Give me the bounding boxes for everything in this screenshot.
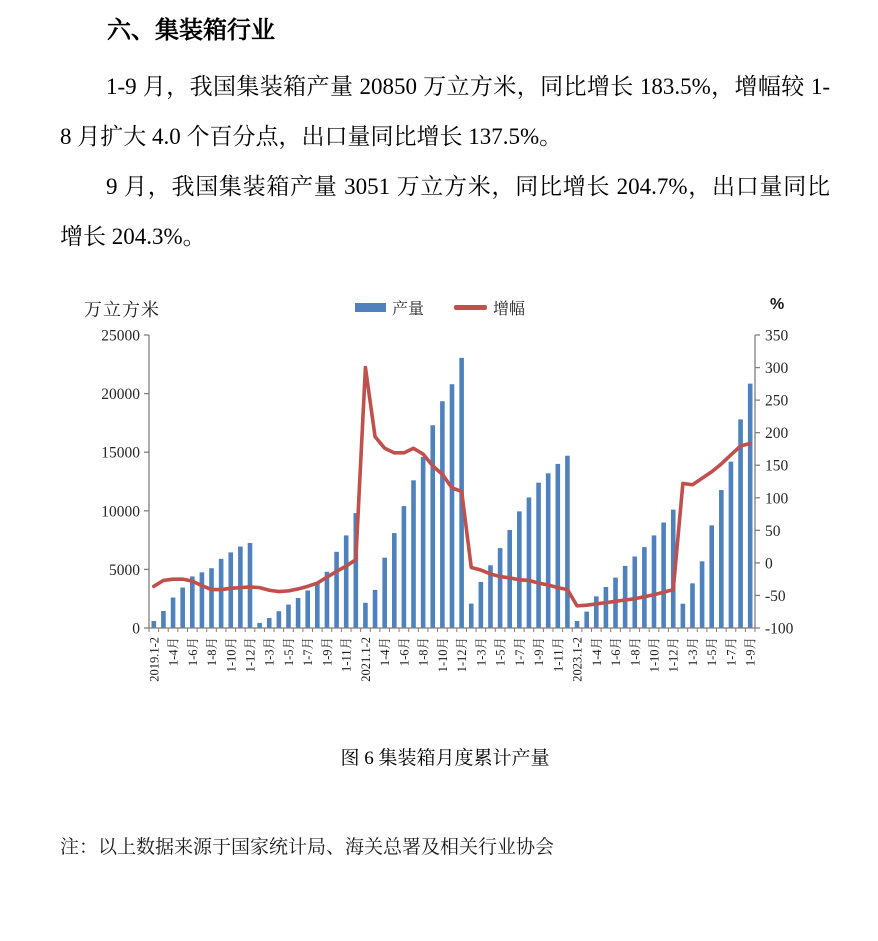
production-bar [440, 401, 445, 628]
right-axis-tick-label: -100 [765, 620, 794, 638]
production-bar [267, 618, 272, 628]
x-axis-tick-label: 1-12月 [243, 637, 258, 673]
x-axis-tick-label: 1-9月 [320, 637, 335, 667]
production-bar [430, 425, 435, 628]
production-bar [604, 587, 609, 628]
chart-area [60, 288, 820, 735]
production-bar [180, 588, 185, 628]
production-bar [469, 604, 474, 628]
container-production-chart [60, 288, 820, 735]
x-axis-tick-label: 1-8月 [205, 637, 220, 667]
production-bar [546, 473, 551, 628]
legend-growth-group [454, 296, 525, 319]
x-axis-tick-label: 2019.1-2 [147, 637, 162, 682]
chart-legend [355, 296, 525, 319]
x-axis-tick-label: 1-11月 [339, 637, 354, 672]
production-bar [556, 464, 561, 628]
x-axis-tick-label: 1-3月 [685, 637, 700, 667]
left-axis-tick-label: 20000 [101, 386, 140, 404]
production-bar [536, 483, 541, 628]
x-axis-tick-label: 1-4月 [378, 637, 393, 667]
right-axis-tick-label: 350 [765, 327, 789, 345]
production-bar [296, 598, 301, 628]
x-axis-tick-label: 1-9月 [743, 637, 758, 667]
x-axis-tick-label: 2021.1-2 [358, 637, 373, 682]
production-bar [373, 590, 378, 628]
production-bar [527, 497, 532, 628]
production-bar [709, 525, 714, 628]
x-axis-tick-label: 1-7月 [301, 637, 316, 667]
x-axis-tick-label: 1-7月 [724, 637, 739, 667]
x-axis-tick-label: 1-5月 [281, 637, 296, 667]
right-axis-tick-label: 0 [765, 555, 773, 573]
production-bar [642, 547, 647, 628]
right-axis-tick-label: 100 [765, 490, 789, 508]
left-axis-tick-label: 25000 [101, 327, 140, 345]
figure-caption: 图 6 集装箱月度累计产量 [340, 748, 550, 769]
left-axis-unit-label: 万立方米 [84, 300, 160, 320]
production-bar [152, 621, 157, 628]
right-axis-tick-label: 50 [765, 522, 781, 540]
production-legend-swatch [355, 303, 386, 312]
x-axis-tick-label: 1-6月 [609, 637, 624, 667]
paragraph-1: 1-9 月，我国集装箱产量 20850 万立方米，同比增长 183.5%，增幅较 1-8 月扩大 4.0 个百分点，出口量同比增长 137.5%。 [60, 74, 830, 149]
production-bar [315, 582, 320, 628]
production-bar [450, 384, 455, 628]
production-bar [190, 576, 195, 628]
growth-legend-swatch [454, 305, 487, 310]
right-axis-tick-label: 150 [765, 457, 789, 475]
production-bar [421, 457, 426, 628]
production-bar [363, 603, 368, 628]
x-axis-tick-label: 1-3月 [474, 637, 489, 667]
production-bar [305, 591, 310, 629]
production-bar [402, 506, 407, 628]
production-bar [719, 490, 724, 628]
x-axis-tick-label: 1-11月 [551, 637, 566, 672]
left-axis-tick-label: 5000 [109, 561, 140, 579]
x-axis-tick-label: 1-6月 [397, 637, 412, 667]
production-bar [392, 533, 397, 628]
x-axis-tick-label: 1-4月 [589, 637, 604, 667]
source-note: 注：以上数据来源于国家统计局、海关总署及相关行业协会 [60, 837, 555, 858]
left-axis-tick-label: 10000 [101, 503, 140, 521]
production-bar [209, 568, 214, 628]
x-axis-tick-label: 1-9月 [532, 637, 547, 667]
production-bar [575, 621, 580, 628]
x-axis-tick-label: 1-4月 [166, 637, 181, 667]
x-axis-tick-label: 1-12月 [455, 637, 470, 673]
production-bar [344, 535, 349, 628]
production-bar [334, 552, 339, 628]
production-bar [200, 572, 205, 628]
x-axis-tick-label: 1-10月 [224, 637, 239, 673]
production-bar [729, 462, 734, 628]
figure-6 [60, 288, 830, 770]
section-heading: 六、集装箱行业 [107, 17, 275, 44]
production-bar [479, 582, 484, 628]
production-bar [498, 548, 503, 628]
production-bar [652, 535, 657, 628]
production-bar [382, 558, 387, 628]
production-bar [517, 511, 522, 628]
production-bar [700, 561, 705, 628]
x-axis-tick-label: 1-7月 [512, 637, 527, 667]
production-bar [738, 419, 743, 628]
growth-legend-label: 增幅 [493, 301, 526, 318]
x-axis-tick-label: 1-12月 [666, 637, 681, 673]
production-bar [171, 598, 176, 628]
production-bar [632, 557, 637, 628]
production-bar [681, 604, 686, 628]
x-axis-tick-label: 1-5月 [493, 637, 508, 667]
production-bar [161, 611, 166, 628]
x-axis-tick-label: 1-8月 [416, 637, 431, 667]
production-bar [411, 480, 416, 628]
paragraph-2: 9 月，我国集装箱产量 3051 万立方米，同比增长 204.7%，出口量同比增长 204.3%。 [60, 174, 830, 249]
x-axis-tick-label: 1-10月 [435, 637, 450, 673]
legend-production-group [355, 296, 424, 319]
production-bar [565, 456, 570, 628]
left-axis-tick-label: 15000 [101, 444, 140, 462]
x-axis-tick-label: 1-6月 [185, 637, 200, 667]
x-axis-tick-label: 1-8月 [628, 637, 643, 667]
production-bar [690, 583, 695, 628]
production-legend-label: 产量 [391, 301, 424, 318]
right-axis-tick-label: 300 [765, 360, 789, 378]
production-bar [257, 623, 262, 628]
production-bar [219, 559, 224, 628]
production-bar [661, 523, 666, 628]
right-axis-tick-label: 250 [765, 392, 789, 410]
x-axis-tick-label: 1-3月 [262, 637, 277, 667]
right-axis-tick-label: 200 [765, 425, 789, 443]
right-axis-tick-label: -50 [765, 587, 786, 605]
production-bar [286, 605, 291, 628]
production-bar [584, 612, 589, 628]
x-axis-tick-label: 1-10月 [647, 637, 662, 673]
production-bar [623, 566, 628, 628]
production-bar [277, 611, 282, 628]
x-axis-tick-label: 1-5月 [705, 637, 720, 667]
x-axis-tick-label: 2023.1-2 [570, 637, 585, 682]
left-axis-tick-label: 0 [132, 620, 140, 638]
production-bar [594, 596, 599, 628]
right-axis-unit-label: % [770, 296, 786, 313]
production-bar [748, 384, 753, 628]
